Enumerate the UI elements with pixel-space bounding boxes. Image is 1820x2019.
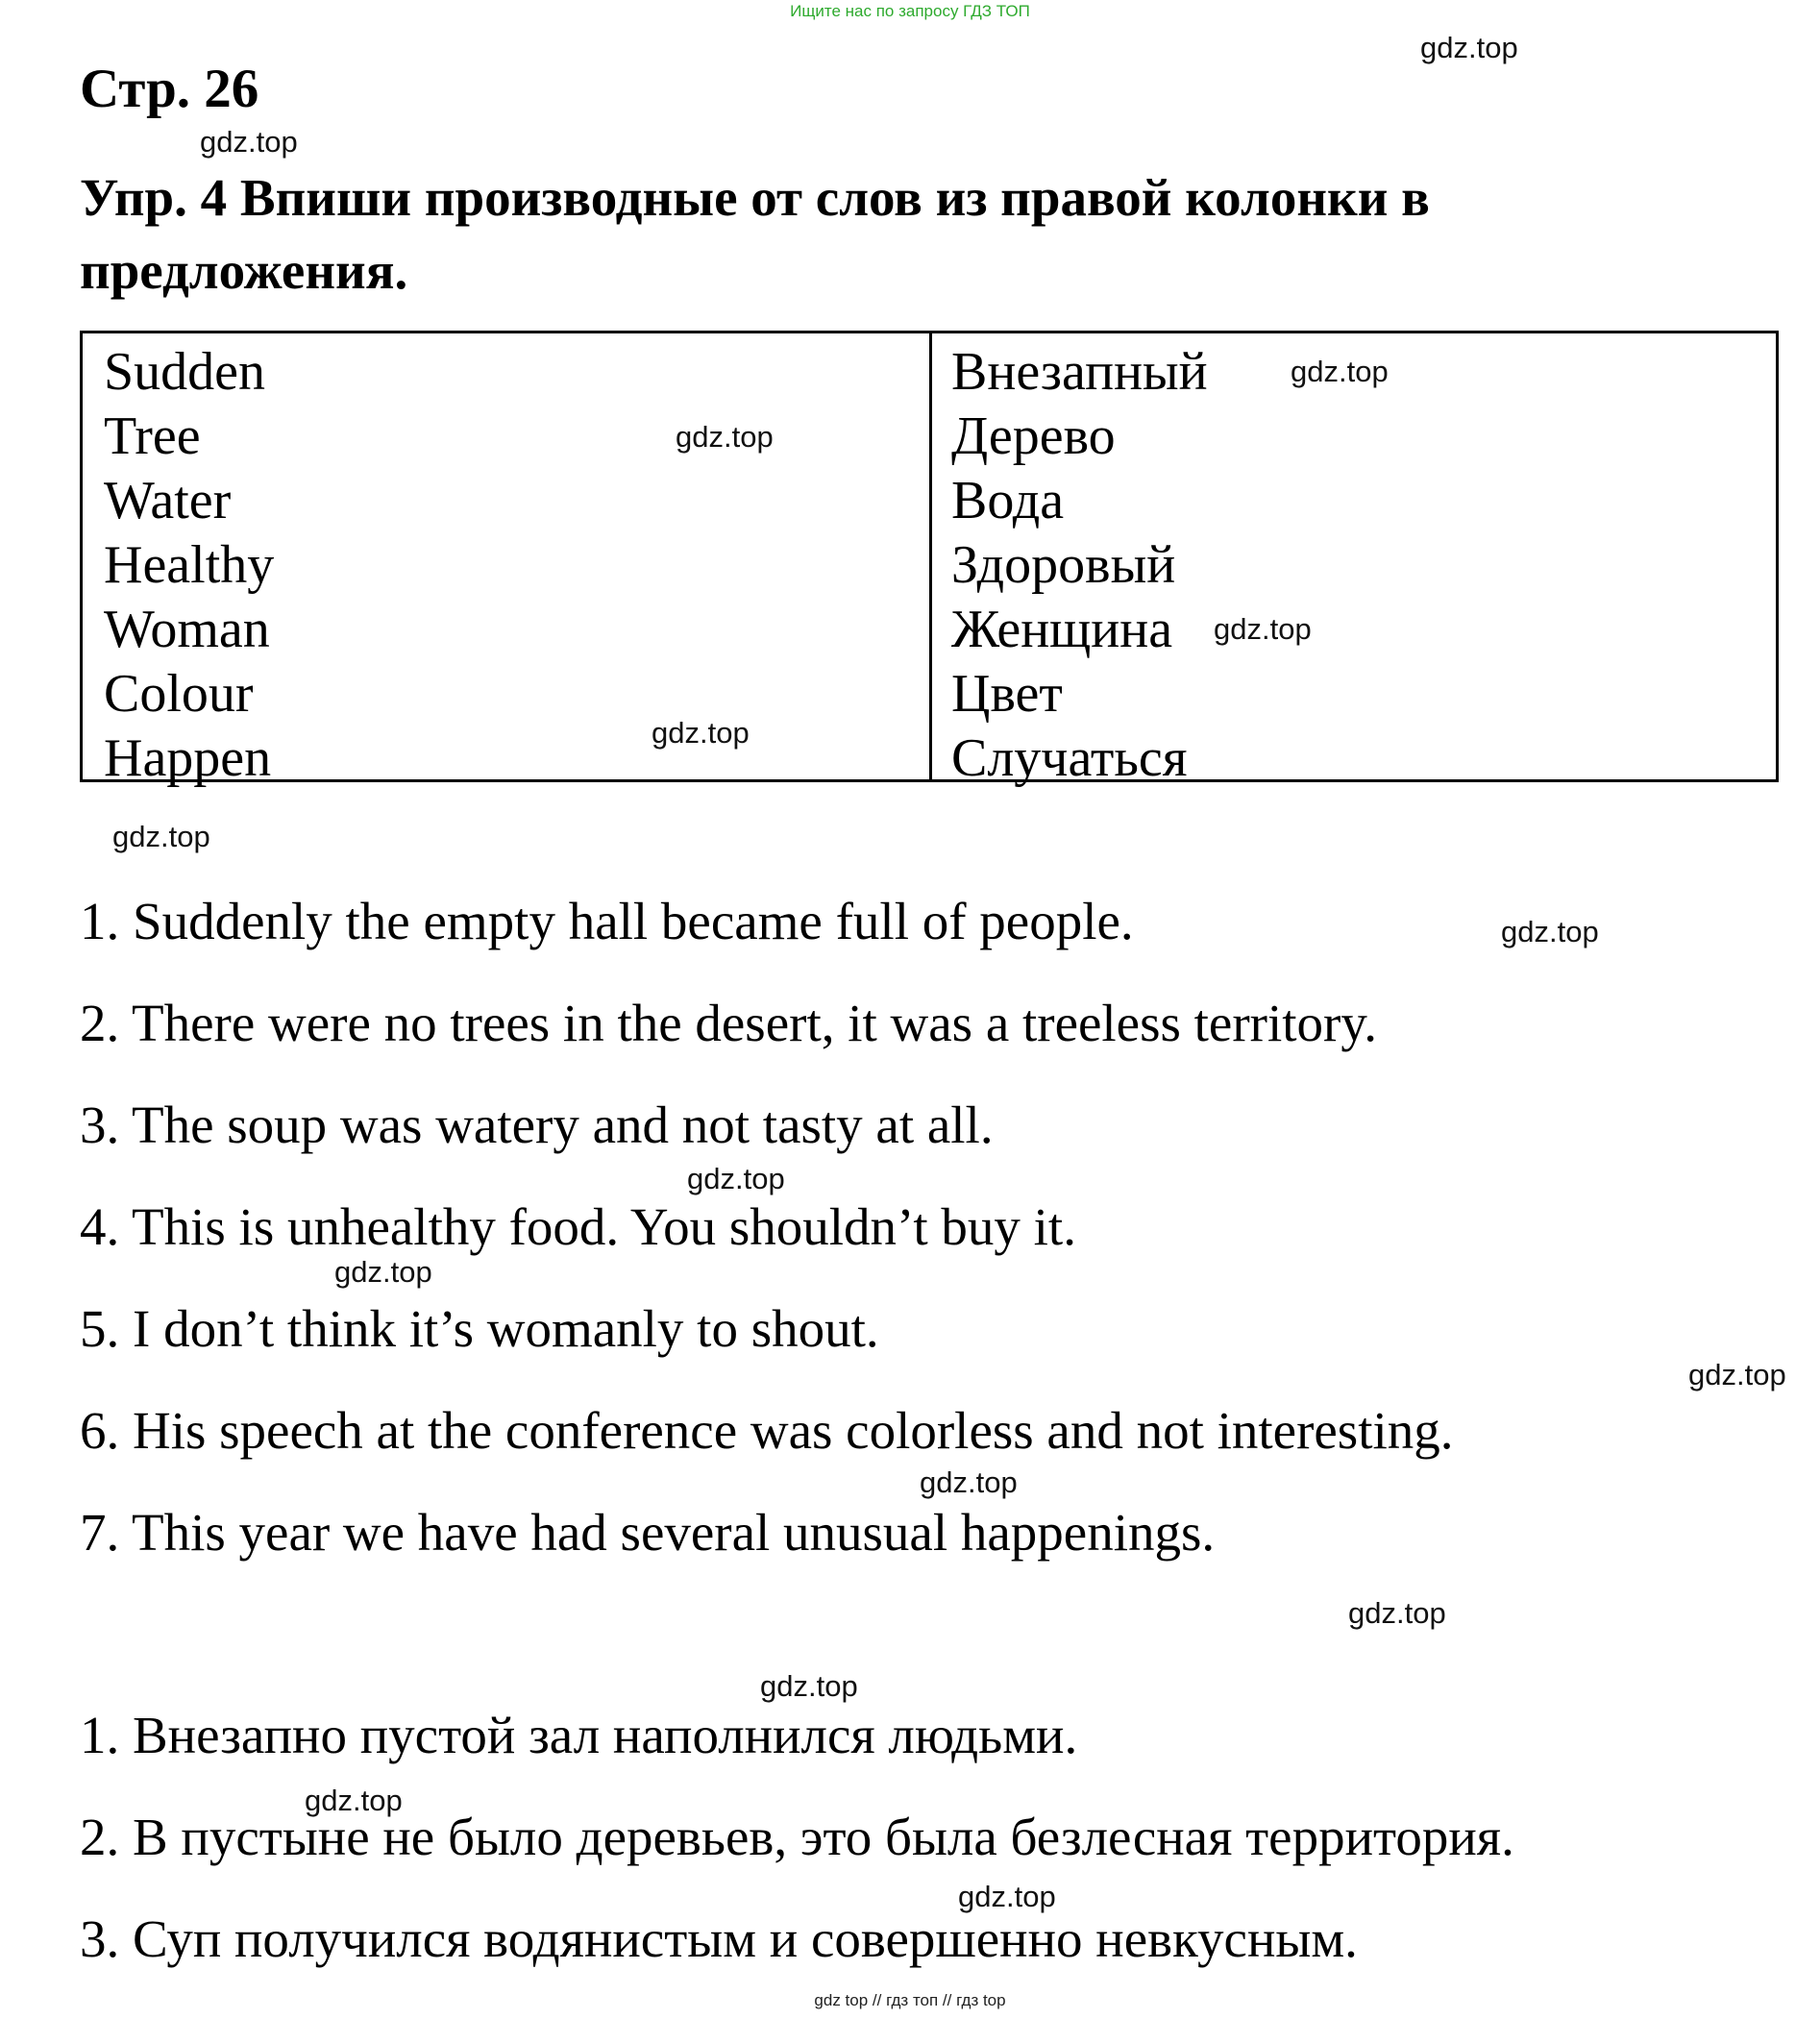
translation-line: 3. Суп получился водянистым и совершенно невкусным. xyxy=(80,1909,1358,1968)
watermark: gdz.top xyxy=(334,1255,432,1289)
watermark: gdz.top xyxy=(1501,915,1599,948)
watermark: gdz.top xyxy=(1420,31,1518,64)
sentence-line: 1. Suddenly the empty hall became full of people. xyxy=(80,892,1134,950)
page-title: Стр. 26 xyxy=(80,59,259,119)
russian-word: Здоровый xyxy=(951,535,1176,595)
watermark: gdz.top xyxy=(1291,355,1389,388)
english-word: Tree xyxy=(104,406,201,466)
sentence-line: 7. This year we have had several unusual happenings. xyxy=(80,1503,1216,1562)
english-word: Woman xyxy=(104,600,270,659)
watermark: gdz.top xyxy=(920,1465,1018,1499)
watermark: gdz.top xyxy=(958,1880,1056,1913)
watermark: gdz.top xyxy=(1348,1596,1446,1630)
vocabulary-table xyxy=(80,331,1779,788)
russian-word: Дерево xyxy=(951,406,1116,466)
column-divider xyxy=(929,333,932,779)
russian-column xyxy=(951,340,1208,791)
watermark: gdz.top xyxy=(112,820,210,853)
english-word: Happen xyxy=(104,728,272,788)
sentence-line: 2. There were no trees in the desert, it was a treeless territory. xyxy=(80,994,1378,1052)
translation-line: 2. В пустыне не было деревьев, это была безлесная территория. xyxy=(80,1808,1514,1866)
english-word: Healthy xyxy=(104,535,275,595)
sentence-line: 4. This is unhealthy food. You shouldn’t buy it. xyxy=(80,1197,1076,1256)
watermark: gdz.top xyxy=(652,716,750,750)
watermark: gdz.top xyxy=(687,1162,785,1195)
watermark: gdz.top xyxy=(760,1669,858,1703)
answer-sentences xyxy=(80,882,1454,1595)
watermark: gdz.top xyxy=(200,125,298,159)
top-banner: Ищите нас по запросу ГДЗ ТОП xyxy=(790,2,1030,20)
russian-word: Внезапный xyxy=(951,342,1208,402)
english-word: Sudden xyxy=(104,342,265,402)
watermark: gdz.top xyxy=(676,420,774,454)
russian-word: Женщина xyxy=(951,600,1173,659)
watermark: gdz.top xyxy=(1688,1358,1786,1391)
watermark: gdz.top xyxy=(305,1784,403,1817)
sentence-line: 6. His speech at the conference was colorless and not interesting. xyxy=(80,1401,1454,1460)
english-word: Water xyxy=(104,471,232,530)
exercise-title: Упр. 4 Впиши производные от слов из правой колонки в предложения. xyxy=(80,168,1430,300)
russian-word: Случаться xyxy=(951,728,1188,788)
translation-sentences xyxy=(80,1696,1514,2002)
sentence-line: 5. I don’t think it’s womanly to shout. xyxy=(80,1299,879,1358)
russian-word: Вода xyxy=(951,471,1065,530)
english-column xyxy=(104,340,274,791)
russian-word: Цвет xyxy=(951,664,1063,724)
sentence-line: 3. The soup was watery and not tasty at all. xyxy=(80,1096,994,1154)
watermark: gdz.top xyxy=(1214,612,1312,646)
footer: gdz top // гдз топ // гдз top xyxy=(814,1991,1006,2009)
english-word: Colour xyxy=(104,664,254,724)
translation-line: 1. Внезапно пустой зал наполнился людьми. xyxy=(80,1706,1078,1764)
